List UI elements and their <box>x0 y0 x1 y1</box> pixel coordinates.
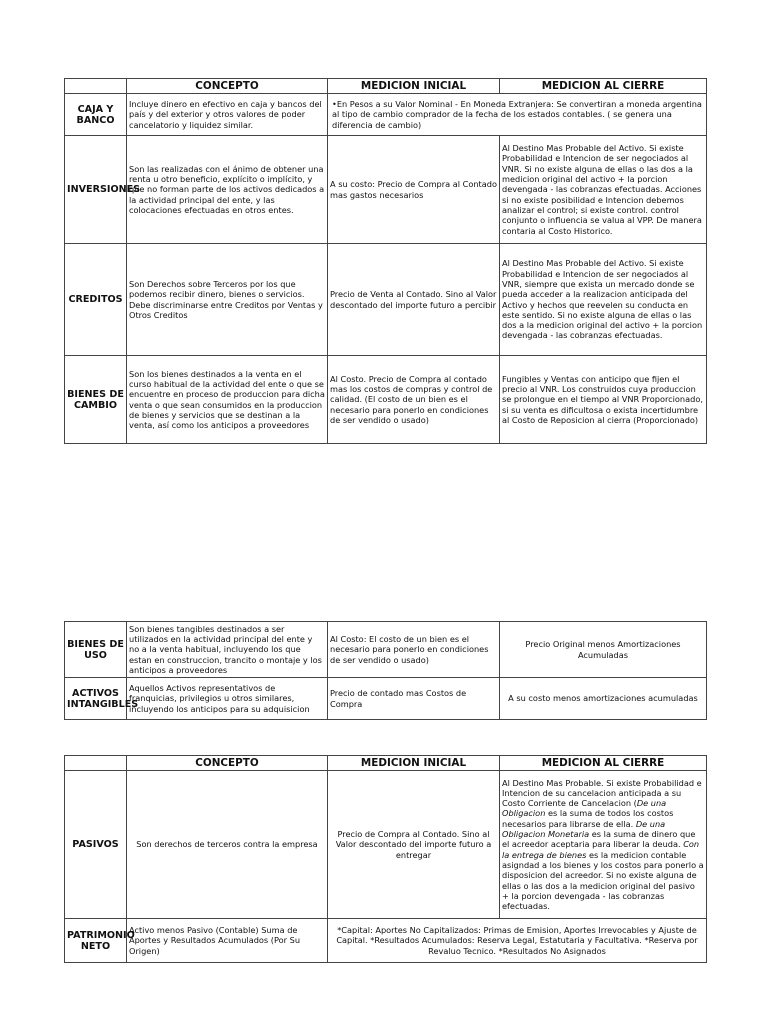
header-medicion-inicial: MEDICION INICIAL <box>328 756 500 771</box>
cell-concepto-caja: Incluye dinero en efectivo en caja y bancos del país y del exterior y otros valores de poder cancelatorio y liquidez similar. <box>127 94 328 136</box>
header-medicion-cierre: MEDICION AL CIERRE <box>500 756 707 771</box>
table-row-patrimonio <box>65 919 707 963</box>
cierre-text-4: es la medicion contable asigndad a los bienes y los costos para ponerlo a disposicion del acreedor. Si no existe alguna de ellas o las dos a la medicion original del pasivo + la porcion devengada - las cobranzas efectuadas. <box>502 849 704 912</box>
table-header-row <box>65 756 707 771</box>
row-label-bienes-cambio: BIENES DE CAMBIO <box>65 356 127 444</box>
cierre-emphasis-3: Con la entrega de bienes <box>502 839 700 860</box>
header-medicion-cierre: MEDICION AL CIERRE <box>500 79 707 94</box>
cell-inicial-pasivos: Precio de Compra al Contado. Sino al Valor descontado del importe futuro a entregar <box>328 771 500 919</box>
row-label-intangibles: ACTIVOS INTANGIBLES <box>65 678 127 720</box>
row-label-creditos: CREDITOS <box>65 244 127 356</box>
header-empty <box>65 79 127 94</box>
header-concepto: CONCEPTO <box>127 79 328 94</box>
row-label-pasivos: PASIVOS <box>65 771 127 919</box>
balance-table-bienes-uso <box>64 621 707 720</box>
cierre-text-3: es la suma de dinero que el acreedor aceptaria para liberar la deuda. <box>502 829 696 850</box>
cell-medicion-caja: •En Pesos a su Valor Nominal - En Moneda Extranjera: Se convertiran a moneda argentina al tipo de cambio comprador de la fecha de los estados contables. ( se genera una diferencia de cambio) <box>328 94 707 136</box>
row-label-patrimonio: PATRIMONIO NETO <box>65 919 127 963</box>
cell-inicial-intangibles: Precio de contado mas Costos de Compra <box>328 678 500 720</box>
cierre-text-2: es la suma de todos los costos necesarios para librarse de ella. <box>502 808 674 829</box>
table-row-creditos <box>65 244 707 356</box>
table-row-caja <box>65 94 707 136</box>
cell-concepto-creditos: Son Derechos sobre Terceros por los que podemos recibir dinero, bienes o servicios. Debe discriminarse entre Creditos por Ventas y Otros Creditos <box>127 244 328 356</box>
cell-cierre-intangibles: A su costo menos amortizaciones acumuladas <box>500 678 707 720</box>
table-row-intangibles <box>65 678 707 720</box>
cell-concepto-inversiones: Son las realizadas con el ánimo de obtener una renta u otro beneficio, explícito o implícito, y que no forman parte de los activos dedicados a la actividad principal del ente, y las colocaciones efectuadas en otros entes. <box>127 136 328 244</box>
header-concepto: CONCEPTO <box>127 756 328 771</box>
cell-cierre-creditos: Al Destino Mas Probable del Activo. Si existe Probabilidad e Intencion de ser negociados al VNR, siempre que exista un mercado donde se pueda acceder a la realizacion anticipada del Activo y hechos que reevelen su conducta en este sentido. Si no existe alguna de ellas o las dos a la medicion original del activo + la porcion devengada - las cobranzas efectuadas. <box>500 244 707 356</box>
cierre-text-1: Al Destino Mas Probable. Si existe Probabilidad e Intencion de su cancelacion anticipada a su Costo Corriente de Cancelacion ( <box>502 777 702 809</box>
cell-inicial-inversiones: A su costo: Precio de Compra al Contado mas gastos necesarios <box>328 136 500 244</box>
cell-cierre-inversiones: Al Destino Mas Probable del Activo. Si existe Probabilidad e Intencion de ser negociados al VNR. Si no existe alguna de ellas o las dos a la medicion original del activo + la porcion devengada - las cobranzas efectuadas. Acciones si no existe posibilidad e Intencion debemos analizar el control; si existe control. control conjunto o influencia se valua al VPP. De manera contaria al Costo Historico. <box>500 136 707 244</box>
cierre-emphasis-2: De una Obligacion Monetaria <box>502 818 666 840</box>
row-label-inversiones: INVERSIONES <box>65 136 127 244</box>
row-label-caja: CAJA Y BANCO <box>65 94 127 136</box>
cell-cierre-bienes-cambio: Fungibles y Ventas con anticipo que fijen el precio al VNR. Los construidos cuya produccion se prolongue en el tiempo al VNR Proporcionado, si su venta es dificultosa o exista incertidumbre al Costo de Reposicion al cierra (Proporcionado) <box>500 356 707 444</box>
cell-concepto-intangibles: Aquellos Activos representativos de franquicias, privilegios u otros similares, incluyendo los anticipos para su adquisicion <box>127 678 328 720</box>
cell-inicial-bienes-cambio: Al Costo. Precio de Compra al contado mas los costos de compras y control de calidad. (El costo de un bien es el necesario para ponerlo en condiciones de ser vendido o usado) <box>328 356 500 444</box>
header-medicion-inicial: MEDICION INICIAL <box>328 79 500 94</box>
table-row-bienes-uso <box>65 622 707 678</box>
cell-medicion-patrimonio: *Capital: Aportes No Capitalizados: Primas de Emision, Aportes Irrevocables y Ajuste de Capital. *Resultados Acumulados: Reserva Legal, Estatutaria y Facultativa. *Reserva por Revaluo Tecnico. *Resultados No Asignados <box>328 919 707 963</box>
cierre-emphasis-1: De una Obligacion <box>502 798 667 819</box>
cell-cierre-pasivos <box>500 771 707 919</box>
table-row-inversiones <box>65 136 707 244</box>
cell-concepto-pasivos: Son derechos de terceros contra la empresa <box>127 771 328 919</box>
cell-cierre-bienes-uso: Precio Original menos Amortizaciones Acumuladas <box>500 622 707 678</box>
cell-concepto-bienes-cambio: Son los bienes destinados a la venta en el curso habitual de la actividad del ente o que se encuentre en proceso de produccion para dicha venta o que sean consumidos en la produccion de bienes y servicios que se destinan a la venta, así como los anticipos a proveedores <box>127 356 328 444</box>
cell-concepto-patrimonio: Activo menos Pasivo (Contable) Suma de Aportes y Resultados Acumulados (Por Su Origen) <box>127 919 328 963</box>
cell-inicial-creditos: Precio de Venta al Contado. Sino al Valor descontado del importe futuro a percibir <box>328 244 500 356</box>
table-row-pasivos <box>65 771 707 919</box>
balance-table-pasivos <box>64 755 707 963</box>
table-header-row <box>65 79 707 94</box>
cell-inicial-bienes-uso: Al Costo: El costo de un bien es el necesario para ponerlo en condiciones de ser vendido o usado) <box>328 622 500 678</box>
cell-concepto-bienes-uso: Son bienes tangibles destinados a ser utilizados en la actividad principal del ente y no a la venta habitual, incluyendo los que estan en construccion, trancito o montaje y los anticipos a proveedores <box>127 622 328 678</box>
balance-table-activos <box>64 78 707 444</box>
header-empty <box>65 756 127 771</box>
row-label-bienes-uso: BIENES DE USO <box>65 622 127 678</box>
table-row-bienes-cambio <box>65 356 707 444</box>
